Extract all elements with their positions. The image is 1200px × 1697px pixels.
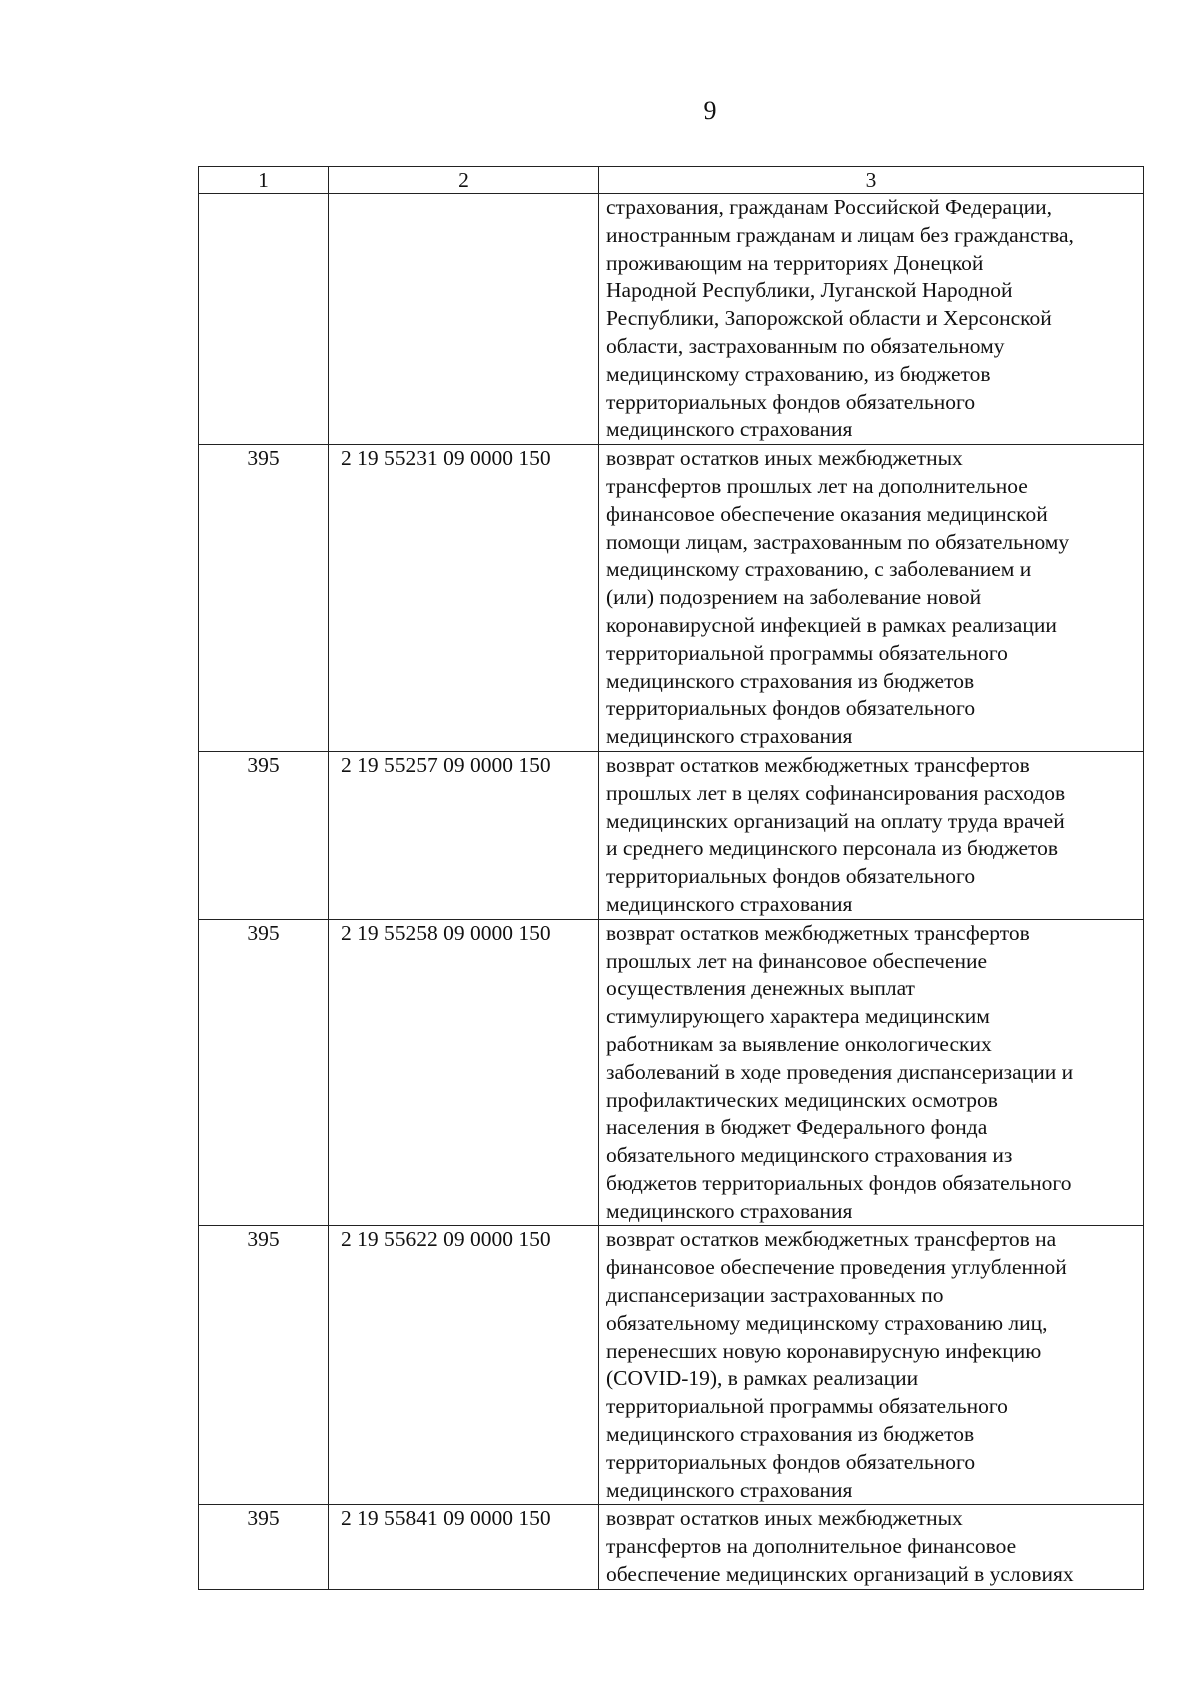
description-line: медицинского страхования xyxy=(606,417,853,442)
table-row xyxy=(199,1226,1144,1505)
description-line: возврат остатков межбюджетных трансфертов xyxy=(606,920,1030,945)
description-line: трансфертов на дополнительное финансовое xyxy=(606,1534,1017,1559)
description-line: финансовое обеспечение оказания медицинской xyxy=(606,501,1048,526)
admin-code-cell xyxy=(199,194,329,445)
description-line: возврат остатков межбюджетных трансфертов на xyxy=(606,1227,1057,1252)
description-line: обеспечение медицинских организаций в условиях xyxy=(606,1562,1074,1587)
description-line: и среднего медицинского персонала из бюджетов xyxy=(606,836,1059,861)
description-line: медицинского страхования xyxy=(606,1198,853,1223)
description-line: территориальных фондов обязательного xyxy=(606,864,976,889)
description-line: территориальной программы обязательного xyxy=(606,1394,1008,1419)
budget-code-cell xyxy=(329,194,599,445)
description-line: обязательному медицинскому страхованию лиц, xyxy=(606,1310,1048,1335)
description-line: населения в бюджет Федерального фонда xyxy=(606,1115,988,1140)
description-cell xyxy=(599,194,1144,445)
description-line: медицинских организаций на оплату труда врачей xyxy=(606,808,1065,833)
description-cell xyxy=(599,919,1144,1226)
budget-code-cell: 2 19 55622 09 0000 150 xyxy=(329,1226,599,1505)
table-row xyxy=(199,194,1144,445)
admin-code-cell: 395 xyxy=(199,1226,329,1505)
description-line: территориальных фондов обязательного xyxy=(606,1449,976,1474)
column-header-2: 2 xyxy=(329,167,599,194)
description-line: (или) подозрением на заболевание новой xyxy=(606,585,982,610)
budget-code-cell: 2 19 55841 09 0000 150 xyxy=(329,1505,599,1589)
description-line: области, застрахованным по обязательному xyxy=(606,333,1005,358)
description-line: бюджетов территориальных фондов обязательного xyxy=(606,1170,1072,1195)
description-line: помощи лицам, застрахованным по обязательному xyxy=(606,529,1070,554)
description-line: проживающим на территориях Донецкой xyxy=(606,250,984,275)
description-line: возврат остатков межбюджетных трансфертов xyxy=(606,752,1030,777)
description-line: медицинскому страхованию, из бюджетов xyxy=(606,361,991,386)
description-line: иностранным гражданам и лицам без гражданства, xyxy=(606,222,1074,247)
description-line: заболеваний в ходе проведения диспансеризации и xyxy=(606,1059,1074,1084)
description-line: возврат остатков иных межбюджетных xyxy=(606,1506,963,1531)
admin-code-cell: 395 xyxy=(199,1505,329,1589)
description-line: трансфертов прошлых лет на дополнительное xyxy=(606,473,1028,498)
page-number: 9 xyxy=(703,96,717,125)
description-line: осуществления денежных выплат xyxy=(606,976,915,1001)
budget-classification-table xyxy=(198,166,1144,1590)
description-line: стимулирующего характера медицинским xyxy=(606,1004,990,1029)
description-line: профилактических медицинских осмотров xyxy=(606,1087,998,1112)
table-row xyxy=(199,919,1144,1226)
table-header-row xyxy=(199,167,1144,194)
description-line: страхования, гражданам Российской Федерации, xyxy=(606,195,1052,219)
description-cell xyxy=(599,1505,1144,1589)
description-line: медицинского страхования xyxy=(606,724,853,749)
description-line: обязательного медицинского страхования из xyxy=(606,1143,1013,1168)
description-line: диспансеризации застрахованных по xyxy=(606,1283,944,1308)
description-line: медицинского страхования из бюджетов xyxy=(606,668,975,693)
description-line: (COVID-19), в рамках реализации xyxy=(606,1366,919,1391)
table-row xyxy=(199,445,1144,752)
description-cell xyxy=(599,751,1144,919)
description-line: медицинского страхования xyxy=(606,1477,853,1502)
description-line: медицинского страхования xyxy=(606,891,853,916)
description-line: прошлых лет на финансовое обеспечение xyxy=(606,948,987,973)
budget-code-cell: 2 19 55258 09 0000 150 xyxy=(329,919,599,1226)
description-line: территориальной программы обязательного xyxy=(606,640,1008,665)
description-cell xyxy=(599,1226,1144,1505)
budget-code-cell: 2 19 55257 09 0000 150 xyxy=(329,751,599,919)
description-line: прошлых лет в целях софинансирования расходов xyxy=(606,780,1066,805)
description-line: коронавирусной инфекцией в рамках реализации xyxy=(606,612,1057,637)
description-line: Республики, Запорожской области и Херсонской xyxy=(606,306,1052,331)
description-line: медицинскому страхованию, с заболеванием и xyxy=(606,557,1032,582)
description-line: Народной Республики, Луганской Народной xyxy=(606,278,1013,303)
description-line: возврат остатков иных межбюджетных xyxy=(606,446,963,471)
table-row xyxy=(199,751,1144,919)
admin-code-cell: 395 xyxy=(199,919,329,1226)
description-line: перенесших новую коронавирусную инфекцию xyxy=(606,1338,1042,1363)
description-line: территориальных фондов обязательного xyxy=(606,389,976,414)
description-line: медицинского страхования из бюджетов xyxy=(606,1422,975,1447)
admin-code-cell: 395 xyxy=(199,445,329,752)
budget-code-cell: 2 19 55231 09 0000 150 xyxy=(329,445,599,752)
description-cell xyxy=(599,445,1144,752)
table-body xyxy=(199,194,1144,1590)
description-line: территориальных фондов обязательного xyxy=(606,696,976,721)
description-line: финансовое обеспечение проведения углубленной xyxy=(606,1255,1067,1280)
admin-code-cell: 395 xyxy=(199,751,329,919)
table-row xyxy=(199,1505,1144,1589)
description-line: работникам за выявление онкологических xyxy=(606,1031,992,1056)
column-header-1: 1 xyxy=(199,167,329,194)
column-header-3: 3 xyxy=(599,167,1144,194)
